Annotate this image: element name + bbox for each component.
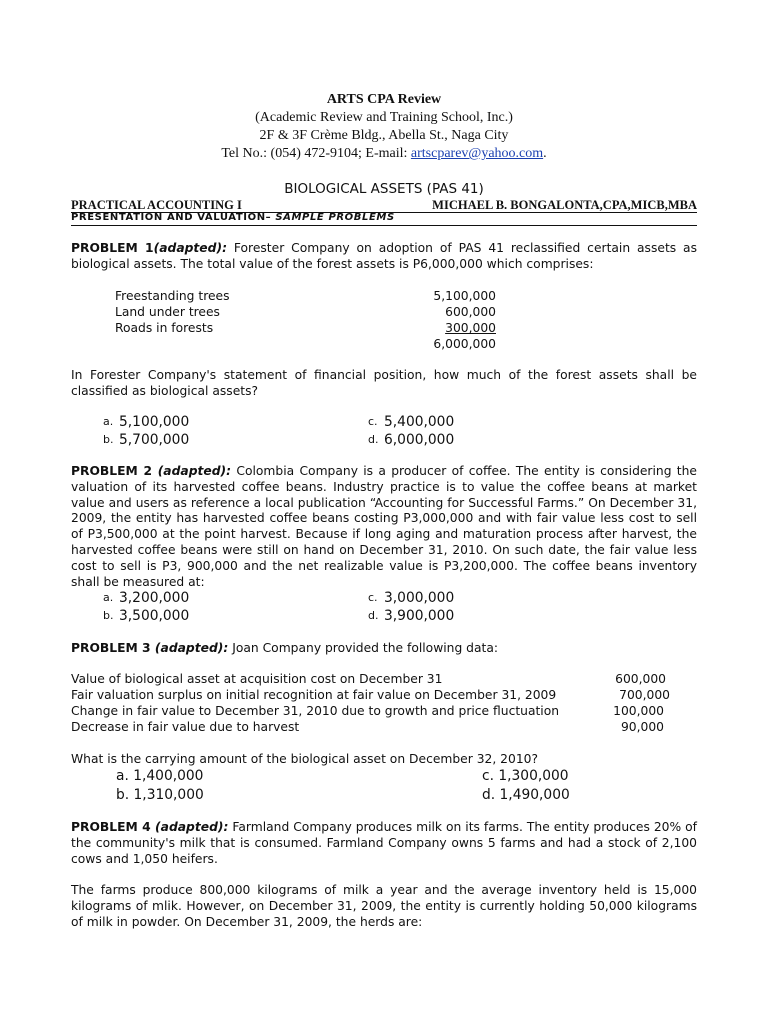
- problem-2-label: PROBLEM 2: [71, 464, 158, 478]
- p1-item-value: 5,100,000: [433, 289, 496, 303]
- problem-3-label: PROBLEM 3: [71, 641, 155, 655]
- p1-option-d: d. 6,000,000: [368, 432, 455, 448]
- p3-item-value: 600,000: [615, 672, 666, 686]
- problem-4-text-2: The farms produce 800,000 kilograms of milk a year and the average inventory held is 15,000 kilograms of mlik. However, on December 31, 2009, the entity is currently holding 50,000 kilograms of milk in powder. On December 31, 2009, the herds are:: [71, 883, 697, 929]
- header-address: 2F & 3F Crème Bldg., Abella St., Naga City: [259, 128, 509, 143]
- problem-4-body: Farmland Company produces milk on its farms. The entity produces 20% of the community's milk that is consumed. Farmland Company owns 5 farms and had a stock of 2,100 cows and 1,050 heifers.: [71, 820, 697, 866]
- p3-item-value: 100,000: [613, 704, 664, 718]
- p2-option-d: d. 3,900,000: [368, 608, 455, 624]
- problem-1-body: Forester Company on adoption of PAS 41 reclassified certain assets as biological assets. The total value of the forest assets is P6,000,000 which comprises:: [71, 241, 698, 271]
- problem-2-text: [71, 464, 697, 590]
- p2-option-c: c. 3,000,000: [368, 590, 455, 606]
- problem-1-question: In Forester Company's statement of financial position, how much of the forest assets shall be classified as biological assets?: [71, 368, 697, 398]
- problem-3-question: What is the carrying amount of the biological asset on December 32, 2010?: [71, 752, 538, 766]
- p1-total: 6,000,000: [433, 337, 496, 351]
- problem-1-tag: (adapted):: [153, 241, 227, 255]
- subtitle-main: PRESENTATION AND VALUATION–: [71, 212, 276, 223]
- p1-item-name: Roads in forests: [115, 321, 214, 335]
- p2-option-b: b. 3,500,000: [103, 608, 190, 624]
- p3-item-value: 90,000: [620, 720, 664, 734]
- author-name: MICHAEL B. BONGALONTA,CPA,MICB,MBA: [432, 198, 697, 212]
- header-school: (Academic Review and Training School, Inc.): [255, 110, 513, 125]
- header-title: ARTS CPA Review: [326, 92, 442, 107]
- problem-3-body: Joan Company provided the following data:: [228, 641, 499, 655]
- problem-3-tag: (adapted):: [154, 641, 229, 655]
- p1-item-name: Freestanding trees: [115, 289, 230, 303]
- p3-option-d: d. 1,490,000: [482, 787, 570, 803]
- p1-option-c: c. 5,400,000: [368, 414, 455, 430]
- p1-item-name: Land under trees: [115, 305, 220, 319]
- doc-topic: BIOLOGICAL ASSETS (PAS 41): [284, 181, 484, 197]
- subtitle-italic: SAMPLE PROBLEMS: [275, 212, 395, 223]
- p1-item-value: [400, 321, 496, 337]
- course-title: PRACTICAL ACCOUNTING I: [71, 198, 242, 212]
- p3-option-b: b. 1,310,000: [116, 787, 204, 803]
- contact-end: .: [543, 146, 547, 161]
- problem-3-text: [71, 641, 697, 657]
- problem-2-tag: (adapted):: [157, 464, 232, 478]
- p1-item-value: 600,000: [445, 305, 496, 319]
- p3-option-a: a. 1,400,000: [116, 768, 204, 784]
- p3-item-name: Value of biological asset at acquisition cost on December 31: [71, 672, 443, 686]
- header-rule-bottom: [71, 225, 697, 226]
- p1-option-b: b. 5,700,000: [103, 432, 190, 448]
- p2-option-a: a. 3,200,000: [103, 590, 190, 606]
- problem-1-label: PROBLEM 1: [71, 241, 154, 255]
- p1-option-a: a. 5,100,000: [103, 414, 190, 430]
- p3-item-name: Change in fair value to December 31, 2010 due to growth and price fluctuation: [71, 704, 560, 718]
- p1-item-value-underlined: 300,000: [445, 321, 496, 335]
- p3-option-c: c. 1,300,000: [482, 768, 569, 784]
- doc-subtitle: [71, 212, 395, 223]
- p3-item-name: Fair valuation surplus on initial recognition at fair value on December 31, 2009: [71, 688, 557, 702]
- problem-2-body: Colombia Company is a producer of coffee. The entity is considering the valuation of its harvested coffee beans. Industry practice is to value the coffee beans at market value and users as reference a local publication “Accounting for Successful Farms.” On December 31, 2009, the entity has harvested coffee beans costing P3,000,000 and with fair value less cost to sell of P3,500,000 at the point harvest. Because if long aging and maturation process after harvest, the harvested coffee beans were still on hand on December 31, 2010. On such date, the fair value less cost to sell is P3, 900,000 and the net realizable value is P3,200,000. The coffee beans inventory shall be measured at:: [71, 464, 697, 589]
- problem-4-label: PROBLEM 4: [71, 820, 156, 834]
- email-link[interactable]: artscparev@yahoo.com: [410, 146, 544, 161]
- contact-text: Tel No.: (054) 472-9104; E-mail:: [221, 146, 411, 161]
- problem-4-text: [71, 820, 697, 867]
- problem-1-text: [71, 241, 697, 273]
- p3-item-name: Decrease in fair value due to harvest: [71, 720, 300, 734]
- p3-item-value: 700,000: [619, 688, 670, 702]
- header-contact: [0, 146, 768, 162]
- problem-4-tag: (adapted):: [155, 820, 229, 834]
